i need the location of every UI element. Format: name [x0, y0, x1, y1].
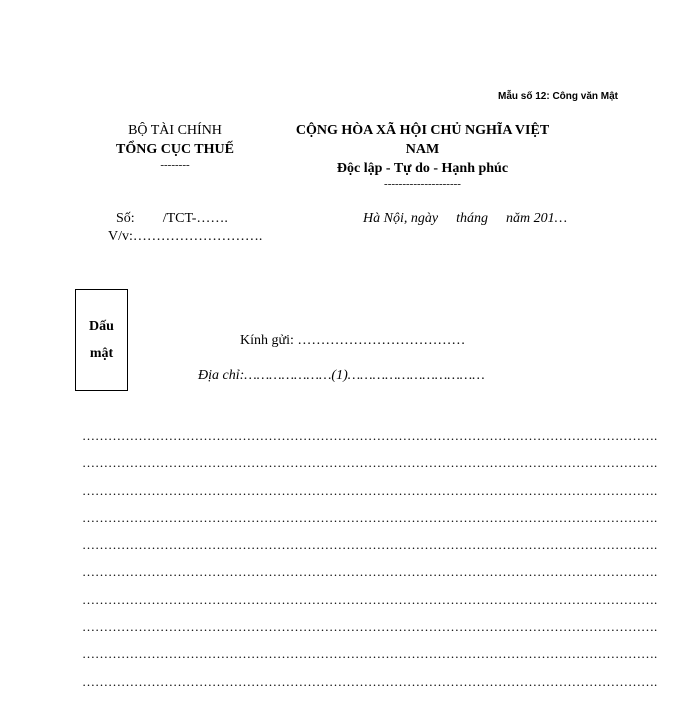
country-name-line1: CỘNG HÒA XÃ HỘI CHỦ NGHĨA VIỆT	[295, 123, 550, 138]
body-line: …………………………………………………………………………………………………………………….	[82, 428, 658, 443]
body-line: …………………………………………………………………………………………………………………….	[82, 564, 658, 580]
date-month: tháng	[456, 211, 488, 226]
national-motto: Độc lập - Tự do - Hạnh phúc	[336, 161, 509, 176]
confidential-stamp-box	[75, 289, 128, 391]
form-code: Mẫu số 12: Công văn Mật	[497, 91, 618, 102]
ministry-name: BỘ TÀI CHÍNH	[128, 123, 222, 138]
body-line: …………………………………………………………………………………………………………………….	[82, 482, 658, 498]
body-line: …………………………………………………………………………………………………………………….	[82, 646, 658, 662]
country-name-line2: NAM	[405, 142, 440, 157]
body-line: …………………………………………………………………………………………………………………….	[82, 673, 658, 689]
body-text	[82, 428, 658, 702]
date-place: Hà Nội, ngày	[363, 211, 439, 226]
right-header-separator: ---------------------	[384, 178, 461, 190]
department-name: TỔNG CỤC THUẾ	[116, 142, 234, 157]
issuing-agency-header	[95, 121, 255, 171]
left-header-separator: --------	[160, 159, 190, 171]
document-number-value: /TCT-…….	[162, 211, 228, 226]
body-line: …………………………………………………………………………………………………………………….	[82, 455, 658, 471]
date-year: năm 201…	[505, 211, 568, 226]
date-line	[363, 211, 567, 227]
document-number-label: Số:	[116, 211, 135, 226]
stamp-line1: Dấu	[89, 319, 114, 334]
body-line: …………………………………………………………………………………………………………………….	[82, 591, 658, 607]
body-line: …………………………………………………………………………………………………………………….	[82, 509, 658, 525]
subject-line: V/v:……………………….	[108, 229, 263, 244]
body-line: …………………………………………………………………………………………………………………….	[82, 537, 658, 553]
address-line: Địa chỉ:…………………(1)……………………………	[198, 368, 485, 383]
stamp-line2: mật	[89, 346, 114, 361]
recipient-line: Kính gửi: ………………………………	[240, 333, 466, 348]
national-header	[280, 121, 565, 190]
document-number	[116, 211, 228, 227]
body-line: …………………………………………………………………………………………………………………….	[82, 619, 658, 635]
